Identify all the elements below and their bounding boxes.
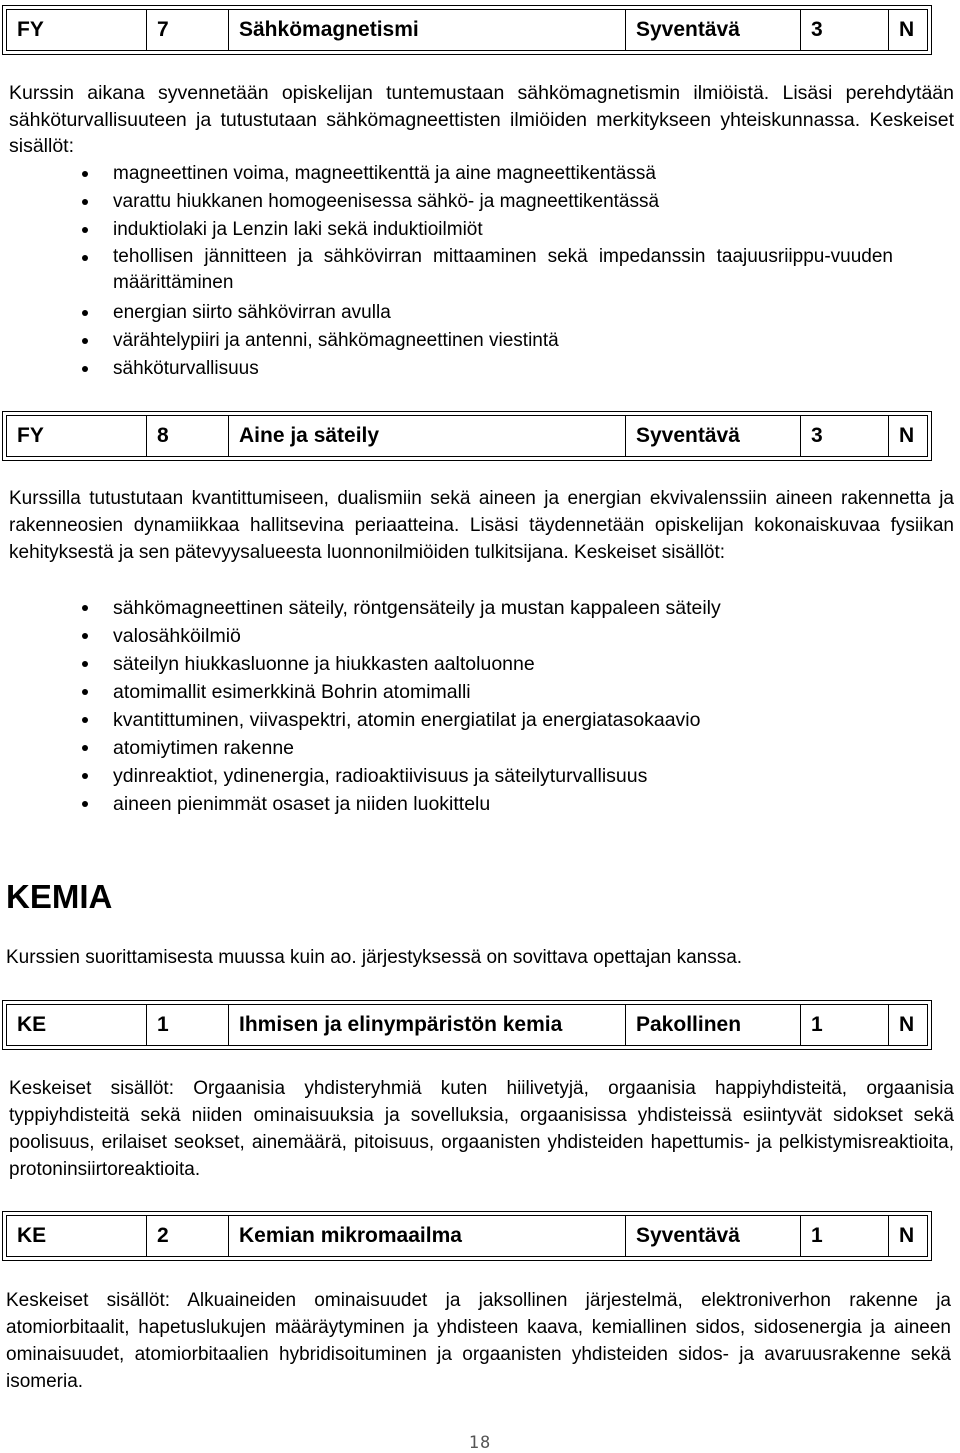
course-number: 2 bbox=[147, 1216, 229, 1257]
content-list-fy8 bbox=[113, 594, 943, 818]
list-item: ydinreaktiot, ydinenergia, radioaktiivisuus ja säteilyturvallisuus bbox=[113, 762, 943, 790]
list-item: atomimallit esimerkkinä Bohrin atomimalli bbox=[113, 678, 943, 706]
course-credits: 1 bbox=[801, 1005, 889, 1046]
course-intro-ke1: Keskeiset sisällöt: Orgaanisia yhdisteryhmiä kuten hiilivetyjä, orgaanisia happiyhdisteitä, orgaanisia typpiyhdisteitä sekä niiden ominaisuuksia ja sovelluksia, orgaanisissa yhdisteissä esiintyvät sidokset sekä poolisuus, erilaiset seokset, ainemäärä, pitoisuus, orgaanisten yhdisteiden hapettumis- ja pelkistymisreaktioita, protoninsiirtoreaktioita. bbox=[9, 1078, 954, 1180]
list-item: magneettinen voima, magneettikenttä ja aine magneettikentässä bbox=[113, 160, 943, 188]
list-item: tehollisen jännitteen ja sähkövirran mittaaminen sekä impedanssin taajuusriippu-vuuden määrittäminen bbox=[113, 244, 943, 296]
bullet-icon bbox=[82, 255, 88, 261]
content-list-fy7 bbox=[113, 160, 943, 383]
course-name: Kemian mikromaailma bbox=[229, 1216, 626, 1257]
bullet-icon bbox=[82, 199, 88, 205]
course-credits: 3 bbox=[801, 416, 889, 457]
course-name: Sähkömagnetismi bbox=[229, 10, 626, 51]
course-intro-fy7: Kurssin aikana syvennetään opiskelijan tuntemustaan sähkömagnetismin ilmiöistä. Lisäsi perehdytään sähköturvallisuuteen ja tutustutaan sähkömagneettisten ilmiöiden merkitykseen yhteiskunnassa. Keskeiset sisällöt: bbox=[9, 82, 954, 157]
page-number: 18 bbox=[468, 1433, 492, 1453]
section-note: Kurssien suorittamisesta muussa kuin ao. järjestyksessä on sovittava opettajan kanssa. bbox=[6, 947, 743, 968]
course-number: 8 bbox=[147, 416, 229, 457]
list-item: atomiytimen rakenne bbox=[113, 734, 943, 762]
course-subject: FY bbox=[7, 10, 147, 51]
bullet-icon bbox=[82, 605, 88, 611]
course-header-fy8 bbox=[2, 411, 932, 461]
course-number: 7 bbox=[147, 10, 229, 51]
bullet-icon bbox=[82, 689, 88, 695]
list-item: valosähköilmiö bbox=[113, 622, 943, 650]
list-item: induktiolaki ja Lenzin laki sekä induktioilmiöt bbox=[113, 216, 943, 244]
course-credits: 1 bbox=[801, 1216, 889, 1257]
bullet-icon bbox=[82, 773, 88, 779]
section-heading: KEMIA bbox=[6, 878, 113, 915]
course-name: Ihmisen ja elinympäristön kemia bbox=[229, 1005, 626, 1046]
course-subject: KE bbox=[7, 1216, 147, 1257]
course-number: 1 bbox=[147, 1005, 229, 1046]
course-header-fy7 bbox=[2, 5, 932, 55]
bullet-icon bbox=[82, 227, 88, 233]
list-item: varattu hiukkanen homogeenisessa sähkö- ja magneettikentässä bbox=[113, 188, 943, 216]
bullet-icon bbox=[82, 717, 88, 723]
bullet-icon bbox=[82, 310, 88, 316]
course-type: Syventävä bbox=[626, 10, 801, 51]
list-item: aineen pienimmät osaset ja niiden luokittelu bbox=[113, 790, 943, 818]
course-header-ke1 bbox=[2, 1000, 932, 1050]
bullet-icon bbox=[82, 171, 88, 177]
bullet-icon bbox=[82, 633, 88, 639]
list-item: sähkömagneettinen säteily, röntgensäteily ja mustan kappaleen säteily bbox=[113, 594, 943, 622]
list-item: energian siirto sähkövirran avulla bbox=[113, 299, 943, 327]
course-credits: 3 bbox=[801, 10, 889, 51]
list-item: kvantittuminen, viivaspektri, atomin energiatilat ja energiatasokaavio bbox=[113, 706, 943, 734]
course-intro-fy8: Kurssilla tutustutaan kvantittumiseen, dualismiin sekä aineen ja energian ekvivalenssiin aineen rakennetta ja rakenneosien dynamiikkaa hallitsevina periaatteina. Lisäsi täydennetään opiskelijan kokonaiskuvaa fysiikan kehityksestä ja sen pätevyysalueesta luonnonilmiöiden tulkitsijana. Keskeiset sisällöt: bbox=[9, 488, 954, 563]
course-subject: KE bbox=[7, 1005, 147, 1046]
list-item: värähtelypiiri ja antenni, sähkömagneettinen viestintä bbox=[113, 327, 943, 355]
course-subject: FY bbox=[7, 416, 147, 457]
course-grade: N bbox=[889, 416, 928, 457]
course-grade: N bbox=[889, 1005, 928, 1046]
course-intro-ke2: Keskeiset sisällöt: Alkuaineiden ominaisuudet ja jaksollinen järjestelmä, elektroniverhon rakenne ja atomiorbitaalit, hapetuslukujen määräytyminen ja yhdisteen kaava, kemiallinen sidos, sidosenergia ja aineen ominaisuudet, atomiorbitaalien hybridisoituminen ja orgaanisten yhdisteiden sidos- ja avaruusrakenne sekä isomeria. bbox=[6, 1290, 951, 1392]
course-grade: N bbox=[889, 1216, 928, 1257]
bullet-icon bbox=[82, 801, 88, 807]
course-grade: N bbox=[889, 10, 928, 51]
bullet-icon bbox=[82, 661, 88, 667]
course-name: Aine ja säteily bbox=[229, 416, 626, 457]
course-header-ke2 bbox=[2, 1211, 932, 1261]
list-item: säteilyn hiukkasluonne ja hiukkasten aaltoluonne bbox=[113, 650, 943, 678]
bullet-icon bbox=[82, 338, 88, 344]
bullet-icon bbox=[82, 366, 88, 372]
bullet-icon bbox=[82, 745, 88, 751]
list-item: sähköturvallisuus bbox=[113, 355, 943, 383]
course-type: Pakollinen bbox=[626, 1005, 801, 1046]
course-type: Syventävä bbox=[626, 416, 801, 457]
course-type: Syventävä bbox=[626, 1216, 801, 1257]
